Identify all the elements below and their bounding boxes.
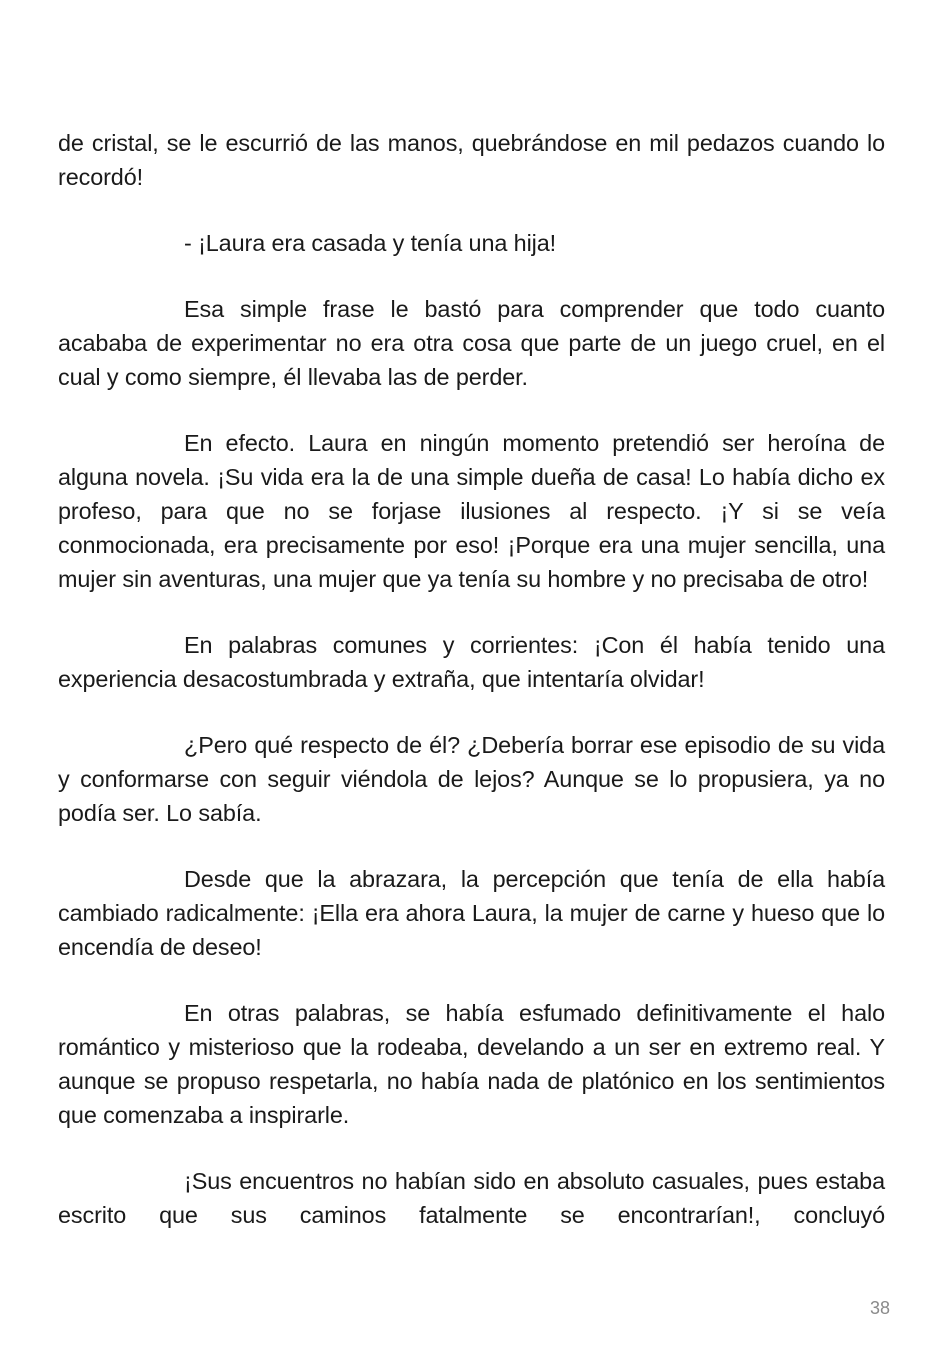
paragraph: de cristal, se le escurrió de las manos, quebrándose en mil pedazos cuando lo recordó! xyxy=(58,130,885,190)
paragraph: En palabras comunes y corrientes: ¡Con él había tenido una experiencia desacostumbrada y extraña, que intentaría olvidar! xyxy=(58,632,885,692)
paragraph: ¿Pero qué respecto de él? ¿Debería borrar ese episodio de su vida y conformarse con seguir viéndola de lejos? Aunque se lo propusiera, ya no podía ser. Lo sabía. xyxy=(58,732,885,826)
paragraph: - ¡Laura era casada y tenía una hija! xyxy=(184,230,557,256)
paragraph: En otras palabras, se había esfumado definitivamente el halo romántico y misterioso que la rodeaba, develando a un ser en extremo real. Y aunque se propuso respetarla, no había nada de platónico en los sentimientos que comenzaba a inspirarle. xyxy=(58,1000,885,1128)
page-number: 38 xyxy=(869,1298,890,1318)
paragraph: ¡Sus encuentros no habían sido en absoluto casuales, pues estaba escrito que sus caminos fatalmente se encontrarían!, concluyó xyxy=(58,1168,885,1228)
body-text xyxy=(58,126,885,1232)
paragraph: En efecto. Laura en ningún momento pretendió ser heroína de alguna novela. ¡Su vida era la de una simple dueña de casa! Lo había dicho ex profeso, para que no se forjase ilusiones al respecto. ¡Y si se veía conmocionada, era precisamente por eso! ¡Porque era una mujer sencilla, una mujer sin aventuras, una mujer que ya tenía su hombre y no precisaba de otro! xyxy=(58,430,885,592)
paragraph: Esa simple frase le bastó para comprender que todo cuanto acababa de experimentar no era otra cosa que parte de un juego cruel, en el cual y como siempre, él llevaba las de perder. xyxy=(58,296,885,390)
paragraph: Desde que la abrazara, la percepción que tenía de ella había cambiado radicalmente: ¡Ella era ahora Laura, la mujer de carne y hueso que lo encendía de deseo! xyxy=(58,866,885,960)
